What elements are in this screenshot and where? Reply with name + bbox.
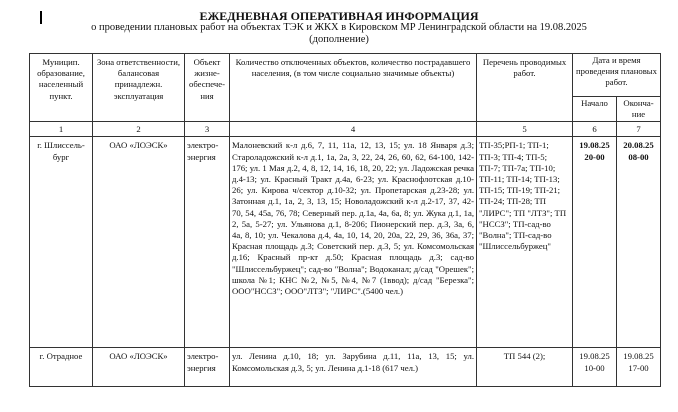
document-note: (дополнение)	[309, 34, 369, 45]
cell-object: электро-энергия	[185, 137, 230, 348]
cell-end: 20.08.25 08-00	[617, 137, 661, 348]
column-numbers-row	[30, 122, 661, 137]
cell-works: ТП 544 (2);	[477, 348, 573, 387]
col-number: 5	[477, 122, 573, 137]
col-number: 4	[230, 122, 477, 137]
document-title: ЕЖЕДНЕВНАЯ ОПЕРАТИВНАЯ ИНФОРМАЦИЯ	[199, 9, 479, 23]
document-subtitle: о проведении плановых работ на объектах ТЭК и ЖКХ в Кировском МР Ленинградской области на 19.08.2025	[91, 22, 587, 33]
col-header-works: Перечень проводимых работ.	[477, 54, 573, 122]
cell-start: 19.08.25 20-00	[573, 137, 617, 348]
document-header	[0, 10, 678, 46]
cell-works: ТП-35;РП-1; ТП-1; ТП-3; ТП-4; ТП-5; ТП-7; ТП-7а; ТП-10; ТП-11; ТП-14; ТП-13; ТП-15; ТП-19; ТП-21; ТП-24; ТП-28; ТП "ЛИРС"; ТП "ЛТЗ"; ТП "НССЗ"; ТП-сад-во "Волна"; ТП-сад-во "Шлиссельбуржец"	[477, 137, 573, 348]
col-header-start: Начало	[573, 97, 617, 122]
operations-table	[29, 53, 661, 387]
col-header-municipality: Муницип. образование, населенный пункт.	[30, 54, 93, 122]
col-header-object: Объект жизне-обеспече-ния	[185, 54, 230, 122]
cell-object: электро-энергия	[185, 348, 230, 387]
col-number: 6	[573, 122, 617, 137]
col-number: 7	[617, 122, 661, 137]
table-row	[30, 137, 661, 348]
table-row	[30, 348, 661, 387]
col-header-end: Оконча-ние	[617, 97, 661, 122]
cell-start: 19.08.25 10-00	[573, 348, 617, 387]
cell-end: 19.08.25 17-00	[617, 348, 661, 387]
cell-org: ОАО «ЛОЭСК»	[93, 137, 185, 348]
col-header-zone: Зона ответственности, балансовая принадлежн. эксплуатация	[93, 54, 185, 122]
cell-affected: Малоневский к-л д.6, 7, 11, 11а, 12, 13, 15; ул. 18 Января д.3; Староладожский к-л д.1, 1а, 2а, 3, 22, 24, 26, 60, 62, 64-100, 142-176; ул. 1 Мая д.2, 4, 8, 12, 14, 16, 18, 20, 22; ул. Ладожская речка д.4-13; ул. Красный Тракт д.4а, 6-23; ул. Краснофлотская д.10-26; ул. Кирова ч/сектор д.10-32; ул. Пропетарская д.23-28; ул. Затонная д.1, 1а, 2, 3, 13, 15; Новоладожский к-л д.2-17, 37, 42-70, 54, 45а, 76, 78; Северный пер. д.1а, 4а, 6а, 8; ул. Жука д.1, 1а, 2, 5а, 5-27; ул. Ульянова д.1, 8-206; Пионерский пер. д.3, 3а, 6, 4а, 8, 10; ул. Чекалова д.4, 4а, 10, 14, 20, 20а, 22, 29, 36, 36а, 37; Красная площадь д.3; Советский пер. д.3, 5; ул. Комсомольская д.16; Красный пр-кт д.50; Красная площадь д.3; сад-во "Шлиссельбуржец"; сад-во "Волна"; Водоканал; д/сад "Орешек"; школа №1; КНС №2, №5, №4, №7 (1ввод); д/сад "Березка"; ООО"НССЗ"; ООО"ЛТЗ"; "ЛИРС".(5400 чел.)	[230, 137, 477, 348]
cell-place: г. Шлиссель-бург	[30, 137, 93, 348]
col-number: 3	[185, 122, 230, 137]
col-number: 1	[30, 122, 93, 137]
col-header-datetime: Дата и время проведения плановых работ.	[573, 54, 661, 97]
cell-org: ОАО «ЛОЭСК»	[93, 348, 185, 387]
cell-place: г. Отрадное	[30, 348, 93, 387]
col-number: 2	[93, 122, 185, 137]
col-header-affected: Количество отключенных объектов, количество пострадавшего населения, (в том числе социально значимые объекты)	[230, 54, 477, 122]
cell-affected: ул. Ленина д.10, 18; ул. Зарубина д.11, 11а, 13, 15; ул. Комсомольская д.3, 5; ул. Ленина д.1-18 (617 чел.)	[230, 348, 477, 387]
